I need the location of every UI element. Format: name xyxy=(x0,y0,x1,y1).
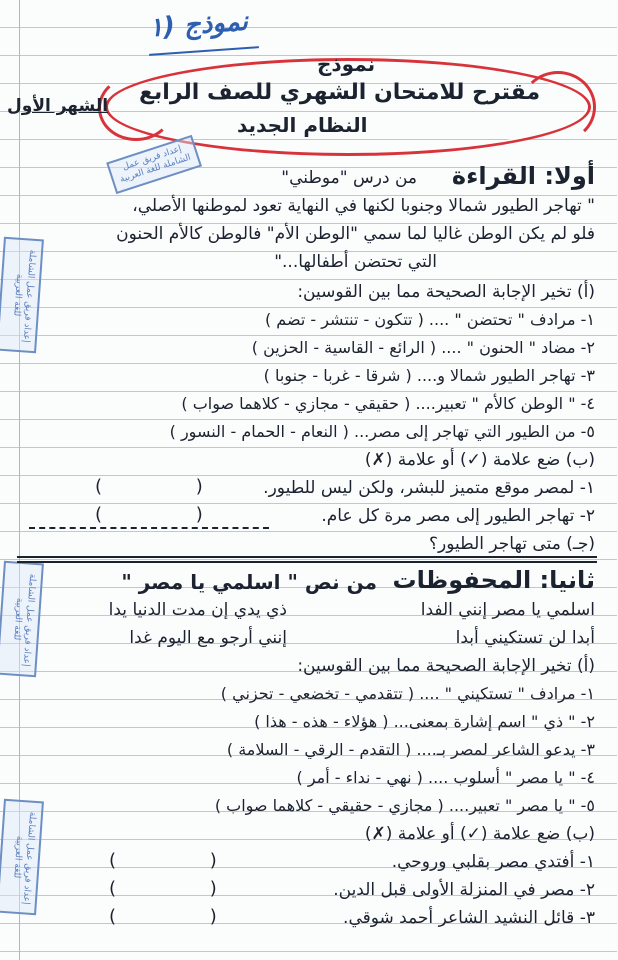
verse-part: اسلمي يا مصر إنني الفدا xyxy=(421,600,596,620)
true-false-item: ١- أفتدي مصر بقلبي وروحي. xyxy=(392,852,596,872)
mcq-item: ٢- " ذي " اسم إشارة بمعنى... ( هؤلاء - هذه - هذا ) xyxy=(255,712,596,731)
stamp: إعداد فريق عمل الشاملة للغة العربية xyxy=(0,561,45,678)
verse-part: ذي يدي إن مدت الدنيا يدا xyxy=(109,600,288,620)
passage-line: التي تحتضن أطفالها..." xyxy=(275,252,438,272)
model-tag: نموذج (١ xyxy=(149,6,250,44)
mcq-item: ٣- تهاجر الطيور شمالا و.... ( شرقا - غربا - جنوبا ) xyxy=(264,366,596,385)
true-false-item: ٢- تهاجر الطيور إلى مصر مرة كل عام. xyxy=(322,506,596,526)
title-line-3: النظام الجديد xyxy=(238,113,369,137)
mcq-item: ١- مرادف " تحتضن " .... ( تتكون - تنتشر - تضم ) xyxy=(265,310,596,329)
passage-line: فلو لم يكن الوطن غاليا لما سمي "الوطن الأم" فالوطن كالأم الحنون xyxy=(117,224,596,244)
mcq-item: ٤- " الوطن كالأم " تعبير.... ( حقيقي - مجازي - كلاهما صواب ) xyxy=(182,394,596,413)
question-title: (أ) تخير الإجابة الصحيحة مما بين القوسين: xyxy=(298,282,596,302)
answer-blank: ( ) xyxy=(110,878,262,899)
mcq-item: ٤- " يا مصر " أسلوب .... ( نهي - نداء - أمر ) xyxy=(297,768,596,787)
mcq-item: ٢- مضاد " الحنون " .... ( الرائع - القاسية - الحزين ) xyxy=(252,338,596,357)
mcq-item: ٥- " يا مصر " تعبير.... ( مجازي - حقيقي - كلاهما صواب ) xyxy=(215,796,596,815)
true-false-item: ٣- قائل النشيد الشاعر أحمد شوقي. xyxy=(344,908,596,928)
answer-blank: ( ) xyxy=(110,850,262,871)
month-label: الشهر الأول xyxy=(8,96,110,116)
mcq-item: ٥- من الطيور التي تهاجر إلى مصر... ( النعام - الحمام - النسور ) xyxy=(170,422,596,441)
stamp: إعداد فريق عمل الشاملة للغة العربية xyxy=(0,237,45,354)
question-title: (أ) تخير الإجابة الصحيحة مما بين القوسين: xyxy=(298,656,596,676)
verse-part: إنني أرجو مع اليوم غدا xyxy=(130,628,288,648)
section1-subheading: من درس "موطني" xyxy=(282,168,418,188)
title-line-1: نموذج xyxy=(318,52,377,76)
section-divider xyxy=(18,556,598,563)
true-false-item: ٢- مصر في المنزلة الأولى قبل الدين. xyxy=(334,880,596,900)
true-false-item: ١- لمصر موقع متميز للبشر، ولكن ليس للطيور. xyxy=(264,478,596,498)
answer-dashes xyxy=(30,527,270,529)
section2-subheading: من نص " اسلمي يا مصر " xyxy=(122,570,378,594)
answer-blank: ( ) xyxy=(96,504,248,525)
short-answer-question: (جـ) متى تهاجر الطيور؟ xyxy=(430,534,596,554)
model-tag-underline xyxy=(150,46,260,56)
stamp: إعداد فريق عمل الشاملة للغة العربية xyxy=(107,135,203,194)
question-title: (ب) ضع علامة (✓) أو علامة (✗) xyxy=(365,450,596,470)
answer-blank: ( ) xyxy=(110,906,262,927)
mcq-item: ١- مرادف " تستكيني " .... ( تتقدمي - تخضعي - تحزني ) xyxy=(221,684,596,703)
answer-blank: ( ) xyxy=(96,476,248,497)
passage-line: " تهاجر الطيور شمالا وجنوبا لكنها في النهاية تعود لموطنها الأصلي، xyxy=(133,196,596,216)
section1-heading: أولا: القراءة xyxy=(452,162,596,190)
mcq-item: ٣- يدعو الشاعر لمصر بـ.... ( التقدم - الرقي - السلامة ) xyxy=(227,740,596,759)
question-title: (ب) ضع علامة (✓) أو علامة (✗) xyxy=(365,824,596,844)
verse-part: أبدا لن تستكيني أبدا xyxy=(456,628,596,648)
section2-heading: ثانيا: المحفوظات xyxy=(393,566,596,594)
stamp: إعداد فريق عمل الشاملة للغة العربية xyxy=(0,799,45,916)
title-line-2: مقترح للامتحان الشهري للصف الرابع xyxy=(140,80,542,105)
